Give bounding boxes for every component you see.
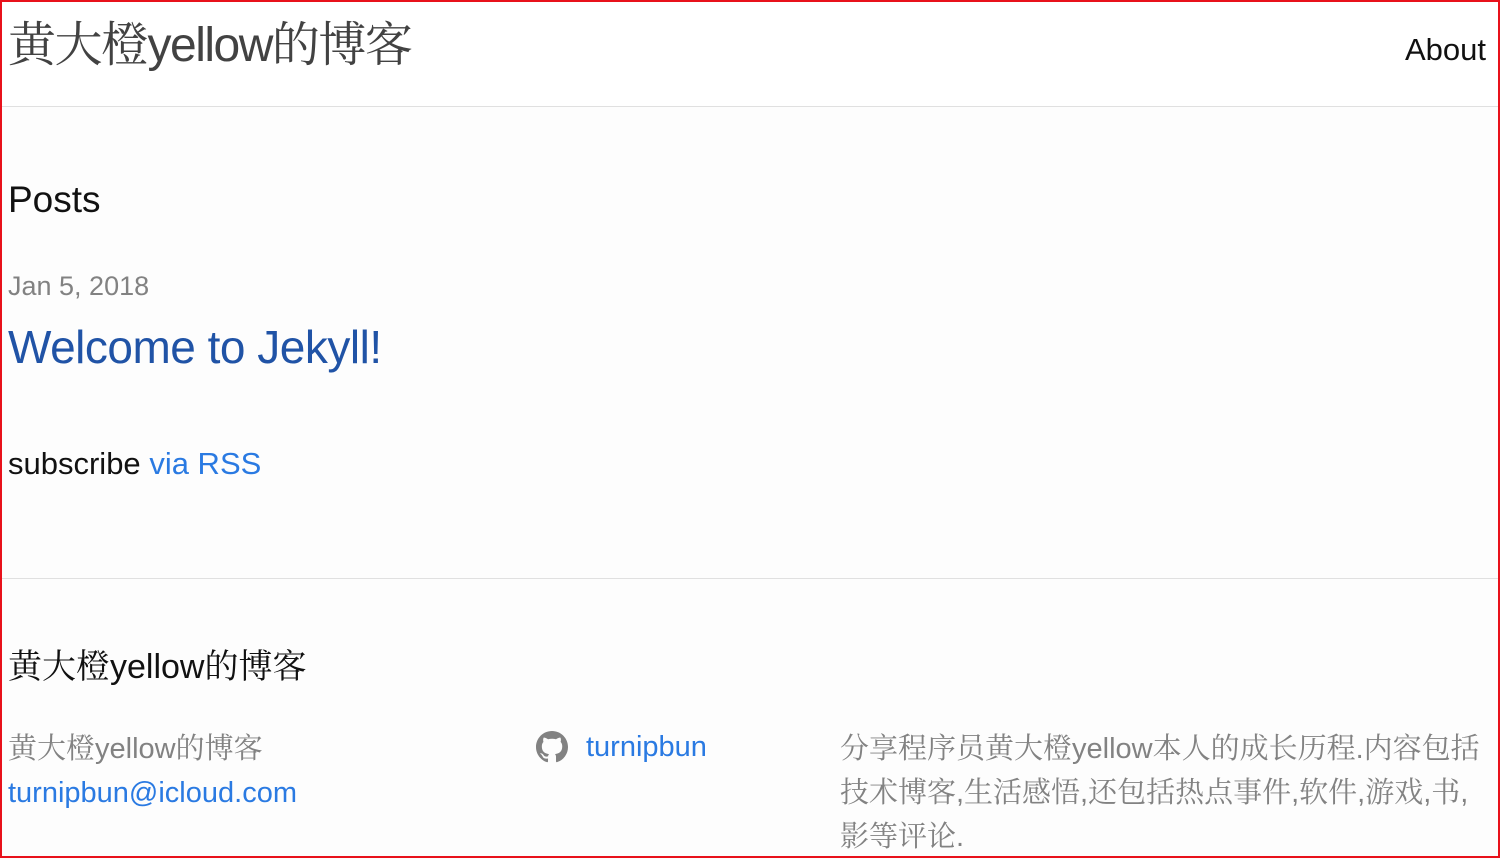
nav-about-link[interactable]: About <box>1404 32 1486 67</box>
post-title-link[interactable]: Welcome to Jekyll! <box>8 321 382 373</box>
github-username-link[interactable]: turnipbun <box>586 731 707 763</box>
post-date: Jan 5, 2018 <box>8 271 150 301</box>
footer-heading: 黄大橙yellow的博客 <box>8 648 307 686</box>
site-footer <box>2 578 1498 859</box>
posts-heading: Posts <box>8 179 101 220</box>
footer-name: 黄大橙yellow的博客 <box>8 733 263 765</box>
footer-social-column <box>536 727 707 767</box>
footer-email-link[interactable]: turnipbun@icloud.com <box>8 777 297 809</box>
subscribe-text: subscribe <box>8 446 141 481</box>
footer-description: 分享程序员黄大橙yellow本人的成长历程.内容包括技术博客,生活感悟,还包括热点事件,软件,游戏,书,影等评论. <box>840 733 1480 853</box>
site-title-link[interactable]: 黄大橙yellow的博客 <box>8 19 412 72</box>
footer-contact-column <box>8 727 297 815</box>
subscribe-line <box>8 446 261 482</box>
github-icon <box>536 731 568 763</box>
site-header <box>2 2 1498 107</box>
rss-link[interactable]: via RSS <box>149 446 262 481</box>
